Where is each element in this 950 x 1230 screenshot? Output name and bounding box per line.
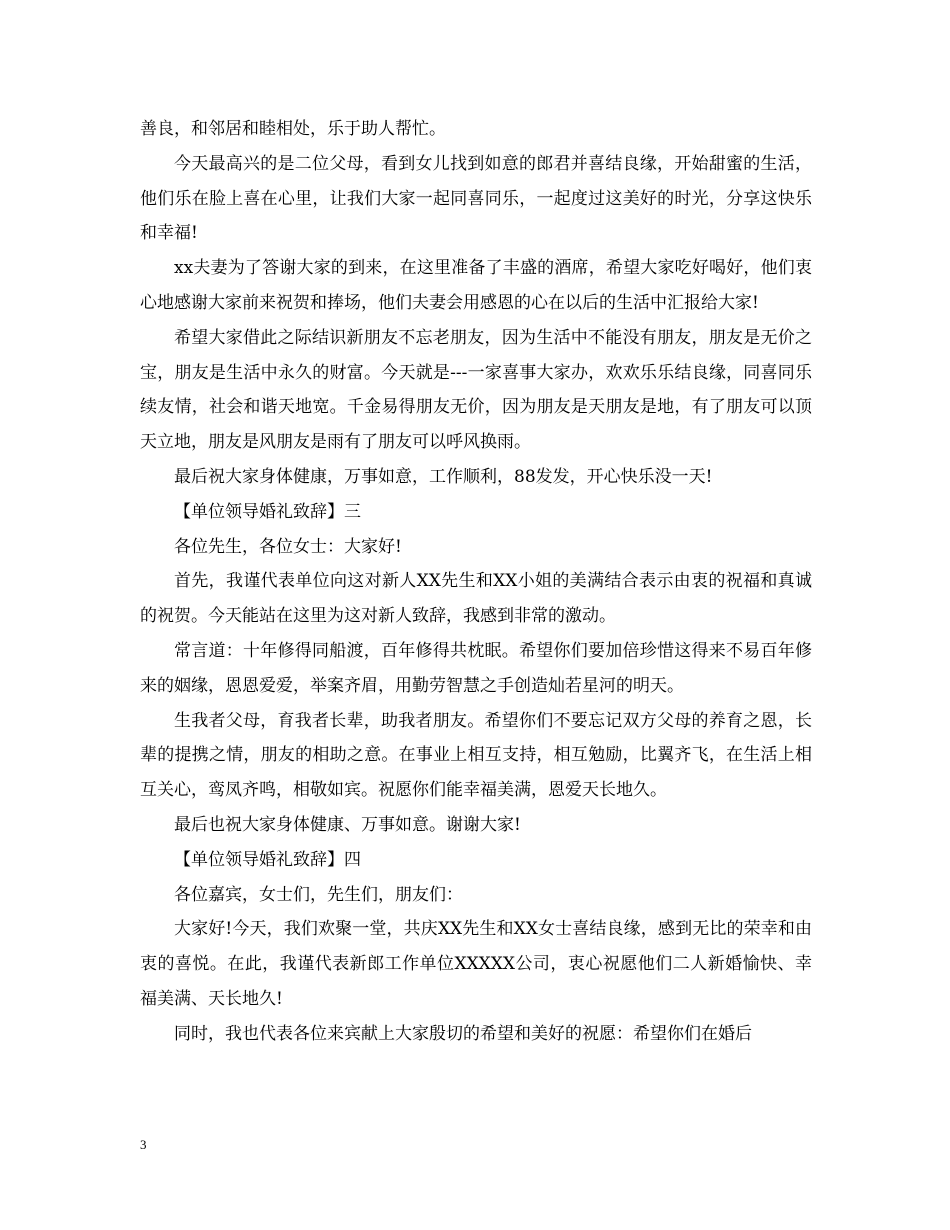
salutation-three: 各位先生，各位女士：大家好! <box>174 536 402 557</box>
paragraph-friendship: 希望大家借此之际结识新朋友不忘老朋友，因为生活中不能没有朋友，朋友是无价之宝，朋友是生活中永久的财富。今天就是---一家喜事大家办，欢欢乐乐结良缘，同喜同乐续友情，社会和谐天地宽。千金易得朋友无价，因为朋友是天朋友是地，有了朋友可以顶天立地，朋友是风朋友是雨有了朋友可以呼风换雨。 <box>140 327 812 453</box>
page-number: 3 <box>140 1137 147 1152</box>
document-body <box>140 112 812 1052</box>
paragraph-guest-wishes: 同时，我也代表各位来宾献上大家殷切的希望和美好的祝愿：希望你们在婚后 <box>174 1023 752 1044</box>
paragraph-proverb: 常言道：十年修得同船渡，百年修得共枕眠。希望你们要加倍珍惜这得来不易百年修来的姻缘，恩恩爱爱，举案齐眉，用勤劳智慧之手创造灿若星河的明天。 <box>140 640 812 696</box>
paragraph-closing-wishes: 最后祝大家身体健康，万事如意，工作顺利，88发发，开心快乐没一天! <box>174 466 713 487</box>
paragraph-parents-gratitude: 生我者父母，育我者长辈，助我者朋友。希望你们不要忘记双方父母的养育之恩，长辈的提携之情，朋友的相助之意。在事业上相互支持，相互勉励，比翼齐飞，在生活上相互关心，鸾凤齐鸣，相敬如宾。祝愿你们能幸福美满，恩爱天长地久。 <box>140 710 812 801</box>
paragraph-parents-joy: 今天最高兴的是二位父母，看到女儿找到如意的郎君并喜结良缘，开始甜蜜的生活，他们乐在脸上喜在心里，让我们大家一起同喜同乐，一起度过这美好的时光，分享这快乐和幸福! <box>140 153 812 244</box>
paragraph-continuation: 善良，和邻居和睦相处，乐于助人帮忙。 <box>140 119 446 139</box>
section-heading-four: 【单位领导婚礼致辞】四 <box>174 849 361 870</box>
section-heading-three: 【单位领导婚礼致辞】三 <box>174 501 361 522</box>
paragraph-final-thanks: 最后也祝大家身体健康、万事如意。谢谢大家! <box>174 814 521 835</box>
paragraph-banquet-thanks: xx夫妻为了答谢大家的到来，在这里准备了丰盛的酒席，希望大家吃好喝好，他们衷心地感谢大家前来祝贺和捧场，他们夫妻会用感恩的心在以后的生活中汇报给大家! <box>140 258 812 313</box>
paragraph-unit-blessing: 首先，我谨代表单位向这对新人XX先生和XX小姐的美满结合表示由衷的祝福和真诚的祝贺。今天能站在这里为这对新人致辞，我感到非常的激动。 <box>140 571 812 627</box>
salutation-four: 各位嘉宾，女士们，先生们，朋友们： <box>174 884 463 905</box>
paragraph-gathering: 大家好!今天，我们欢聚一堂，共庆XX先生和XX女士喜结良缘，感到无比的荣幸和由衷的喜悦。在此，我谨代表新郎工作单位XXXXX公司，衷心祝愿他们二人新婚愉快、幸福美满、天长地久! <box>140 919 812 1009</box>
